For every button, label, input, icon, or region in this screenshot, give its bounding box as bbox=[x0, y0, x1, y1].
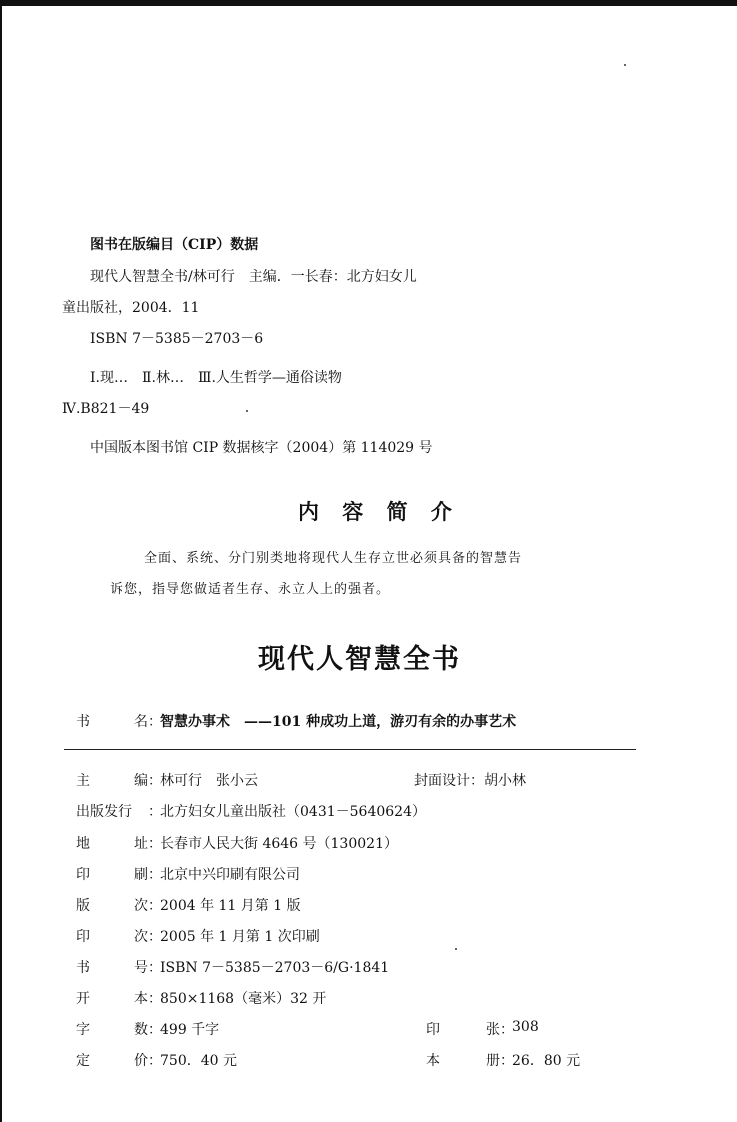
cip-line1: 现代人智慧全书/林可行 主编．一长春：北方妇女儿 bbox=[90, 269, 417, 285]
sheets-label: 印 张 bbox=[426, 1022, 500, 1038]
colon: ： bbox=[148, 898, 162, 914]
scan-top-border bbox=[0, 0, 737, 6]
book-number-label: 书 号 bbox=[76, 960, 148, 976]
price-label: 定 价 bbox=[76, 1053, 148, 1069]
word-count-value: 499 千字 bbox=[160, 1022, 220, 1038]
cover-design-value: 胡小林 bbox=[484, 773, 526, 789]
speck bbox=[246, 410, 248, 412]
divider-rule bbox=[64, 749, 636, 750]
sheets-value: 308 bbox=[512, 1019, 539, 1035]
colon: ： bbox=[470, 773, 484, 789]
editor-value: 林可行 张小云 bbox=[160, 773, 258, 789]
intro-line2: 诉您，指导您做适者生存、永立人上的强者。 bbox=[110, 582, 391, 597]
edition-value: 2004 年 11 月第 1 版 bbox=[160, 898, 301, 914]
colon: ： bbox=[148, 1053, 162, 1069]
format-value: 850×1168（毫米）32 开 bbox=[160, 991, 327, 1007]
cip-header: 图书在版编目（CIP）数据 bbox=[90, 237, 259, 253]
intro-heading: 内 容 简 介 bbox=[298, 499, 460, 524]
colon: ： bbox=[148, 804, 162, 820]
colon: ： bbox=[148, 991, 162, 1007]
printer-label: 印 刷 bbox=[76, 867, 148, 883]
cip-classification: Ⅳ.B821－49 bbox=[62, 401, 150, 417]
format-label: 开 本 bbox=[76, 991, 148, 1007]
colon: ： bbox=[148, 1022, 162, 1038]
address-value: 长春市人民大街 4646 号（130021） bbox=[160, 836, 398, 852]
edition-label: 版 次 bbox=[76, 898, 148, 914]
colon: ： bbox=[148, 773, 162, 789]
colon: ： bbox=[148, 867, 162, 883]
printing-label: 印 次 bbox=[76, 929, 148, 945]
series-title: 现代人智慧全书 bbox=[258, 644, 461, 675]
cip-line2: 童出版社，2004．11 bbox=[62, 300, 200, 316]
word-count-label: 字 数 bbox=[76, 1022, 148, 1038]
price-value: 750．40 元 bbox=[160, 1053, 237, 1069]
publisher-value: 北方妇女儿童出版社（0431－5640624） bbox=[160, 804, 426, 820]
colon: ： bbox=[148, 836, 162, 852]
colon: ： bbox=[500, 1022, 514, 1038]
volume-price-label: 本 册 bbox=[426, 1053, 500, 1069]
printer-value: 北京中兴印刷有限公司 bbox=[160, 867, 300, 883]
cip-isbn: ISBN 7－5385－2703－6 bbox=[90, 331, 264, 347]
printing-value: 2005 年 1 月第 1 次印刷 bbox=[160, 929, 320, 945]
cip-subjects: Ⅰ.现… Ⅱ.林… Ⅲ.人生哲学—通俗读物 bbox=[90, 370, 342, 386]
book-title-label: 书 名 bbox=[76, 714, 148, 730]
speck bbox=[455, 948, 457, 950]
cip-library-record: 中国版本图书馆 CIP 数据核字（2004）第 114029 号 bbox=[90, 440, 433, 456]
book-title-value: 智慧办事术 ——101 种成功上道，游刃有余的办事艺术 bbox=[160, 714, 517, 730]
editor-label: 主 编 bbox=[76, 773, 148, 789]
address-label: 地 址 bbox=[76, 836, 148, 852]
cover-design-label: 封面设计 bbox=[414, 773, 470, 789]
publisher-label: 出版发行 bbox=[76, 804, 132, 820]
scan-left-border bbox=[0, 0, 2, 1122]
colon: ： bbox=[148, 714, 162, 730]
book-number-value: ISBN 7－5385－2703－6/G·1841 bbox=[160, 960, 390, 976]
volume-price-value: 26．80 元 bbox=[512, 1053, 581, 1069]
colon: ： bbox=[148, 960, 162, 976]
intro-line1: 全面、系统、分门别类地将现代人生存立世必须具备的智慧告 bbox=[144, 551, 523, 566]
colon: ： bbox=[500, 1053, 514, 1069]
colon: ： bbox=[148, 929, 162, 945]
speck bbox=[624, 64, 626, 66]
